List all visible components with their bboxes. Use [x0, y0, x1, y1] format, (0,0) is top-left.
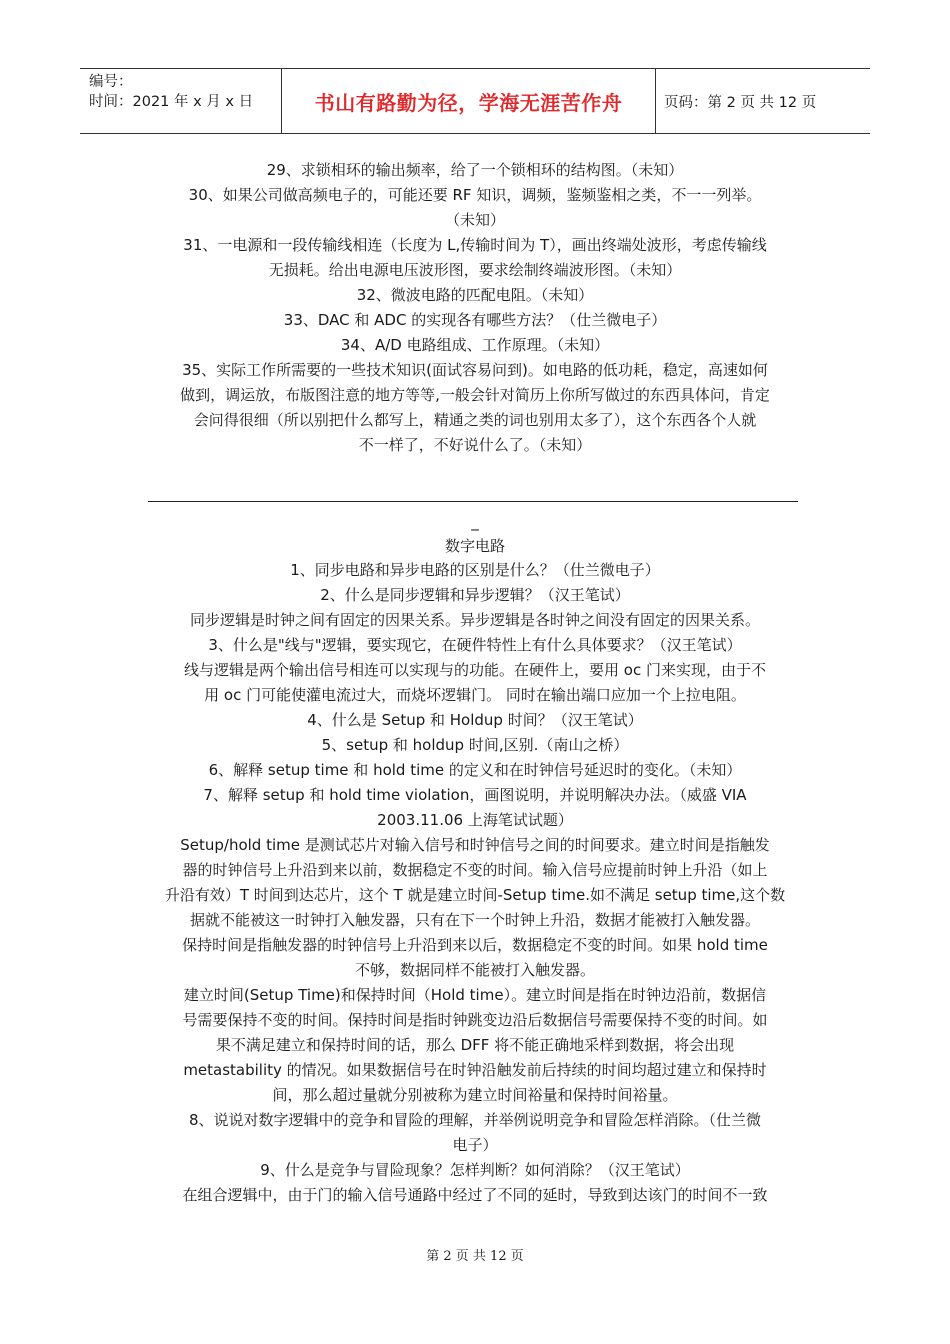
text-line: 用 oc 门可能使灌电流过大，而烧坏逻辑门。 同时在输出端口应加一个上拉电阻。: [204, 686, 746, 704]
text-line: 3、什么是"线与"逻辑，要实现它，在硬件特性上有什么具体要求？（汉王笔试）: [208, 636, 742, 654]
text-line: metastability 的情况。如果数据信号在时钟沿触发前后持续的时间均超过建立和保持时: [183, 1061, 767, 1079]
document-number-label: 编号：: [89, 74, 133, 90]
text-line: 9、什么是竞争与冒险现象？怎样判断？如何消除？（汉王笔试）: [260, 1161, 690, 1179]
text-line: 29、求锁相环的输出频率，给了一个锁相环的结构图。（未知）: [266, 161, 684, 179]
text-line: 据就不能被这一时钟打入触发器，只有在下一个时钟上升沿，数据才能被打入触发器。: [189, 911, 760, 929]
divider-tail: _: [471, 513, 479, 531]
header-motto-cell: [282, 69, 656, 133]
text-line: 31、一电源和一段传输线相连（长度为 L,传输时间为 T），画出终端处波形，考虑传输线: [183, 236, 767, 254]
header-page-cell: [656, 69, 870, 133]
text-line: 34、A/D 电路组成、工作原理。（未知）: [340, 336, 610, 354]
text-line: 做到，调运放，布版图注意的地方等等,一般会针对简历上你所写做过的东西具体问，肯定: [180, 386, 770, 404]
text-line: 电子）: [452, 1136, 498, 1154]
page-footer: 第 2 页 共 12 页: [426, 1249, 524, 1264]
text-line: Setup/hold time 是测试芯片对输入信号和时钟信号之间的时间要求。建立时间是指触发: [180, 836, 770, 854]
text-line: 2、什么是同步逻辑和异步逻辑？（汉王笔试）: [320, 586, 630, 604]
text-line: 不够，数据同样不能被打入触发器。: [354, 961, 595, 979]
text-line: 保持时间是指触发器的时钟信号上升沿到来以后，数据稳定不变的时间。如果 hold time: [182, 936, 768, 954]
text-line: 35、实际工作所需要的一些技术知识(面试容易问到)。如电路的低功耗，稳定，高速如何: [182, 361, 768, 379]
page-header: [80, 68, 870, 134]
text-line: 间，那么超过量就分别被称为建立时间裕量和保持时间裕量。: [272, 1086, 678, 1104]
header-meta: [80, 69, 282, 133]
text-line: 6、解释 setup time 和 hold time 的定义和在时钟信号延迟时的变化。（未知）: [208, 761, 742, 779]
text-line: 升沿有效）T 时间到达芯片，这个 T 就是建立时间-Setup time.如不满足 setup time,这个数: [164, 886, 786, 904]
text-line: 果不满足建立和保持时间的话，那么 DFF 将不能正确地采样到数据，将会出现: [215, 1036, 735, 1054]
text-line: 建立时间(Setup Time)和保持时间（Hold time）。建立时间是指在时钟边沿前，数据信: [183, 986, 767, 1004]
text-line: 线与逻辑是两个输出信号相连可以实现与的功能。在硬件上，要用 oc 门来实现，由于不: [184, 661, 766, 679]
text-line: 无损耗。给出电源电压波形图，要求绘制终端波形图。（未知）: [268, 261, 682, 279]
text-line: 不一样了，不好说什么了。（未知）: [358, 436, 592, 454]
section-divider: [148, 501, 798, 502]
text-line: 33、DAC 和 ADC 的实现各有哪些方法？（仕兰微电子）: [283, 311, 667, 329]
text-line: 32、微波电路的匹配电阻。（未知）: [356, 286, 594, 304]
text-line: 号需要保持不变的时间。保持时间是指时钟跳变边沿后数据信号需要保持不变的时间。如: [182, 1011, 768, 1029]
text-line: 1、同步电路和异步电路的区别是什么？（仕兰微电子）: [290, 561, 660, 579]
section-heading: 数字电路: [444, 537, 505, 555]
header-motto: 书山有路勤为径，学海无涯苦作舟: [314, 90, 623, 115]
text-line: 在组合逻辑中，由于门的输入信号通路中经过了不同的延时，导致到达该门的时间不一致: [182, 1186, 768, 1204]
document-date-label: 时间：2021 年 x 月 x 日: [89, 94, 254, 110]
text-line: 7、解释 setup 和 hold time violation，画图说明，并说明解决办法。（威盛 VIA: [203, 786, 747, 804]
text-line: 器的时钟信号上升沿到来以前，数据稳定不变的时间。输入信号应提前时钟上升沿（如上: [182, 861, 768, 879]
header-page-number: 页码：第 2 页 共 12 页: [664, 94, 817, 111]
text-line: 同步逻辑是时钟之间有固定的因果关系。异步逻辑是各时钟之间没有固定的因果关系。: [189, 611, 760, 629]
text-line: 5、setup 和 holdup 时间,区别.（南山之桥）: [321, 736, 629, 754]
text-line: 会问得很细（所以别把什么都写上，精通之类的词也别用太多了），这个东西各个人就: [193, 411, 757, 429]
text-line: 4、什么是 Setup 和 Holdup 时间？（汉王笔试）: [307, 711, 643, 729]
text-line: 30、如果公司做高频电子的，可能还要 RF 知识，调频，鉴频鉴相之类，不一一列举。: [188, 186, 762, 204]
text-line: 2003.11.06 上海笔试试题）: [377, 811, 573, 829]
text-line: 8、说说对数字逻辑中的竞争和冒险的理解，并举例说明竞争和冒险怎样消除。（仕兰微: [188, 1111, 762, 1129]
text-line: （未知）: [444, 211, 505, 229]
